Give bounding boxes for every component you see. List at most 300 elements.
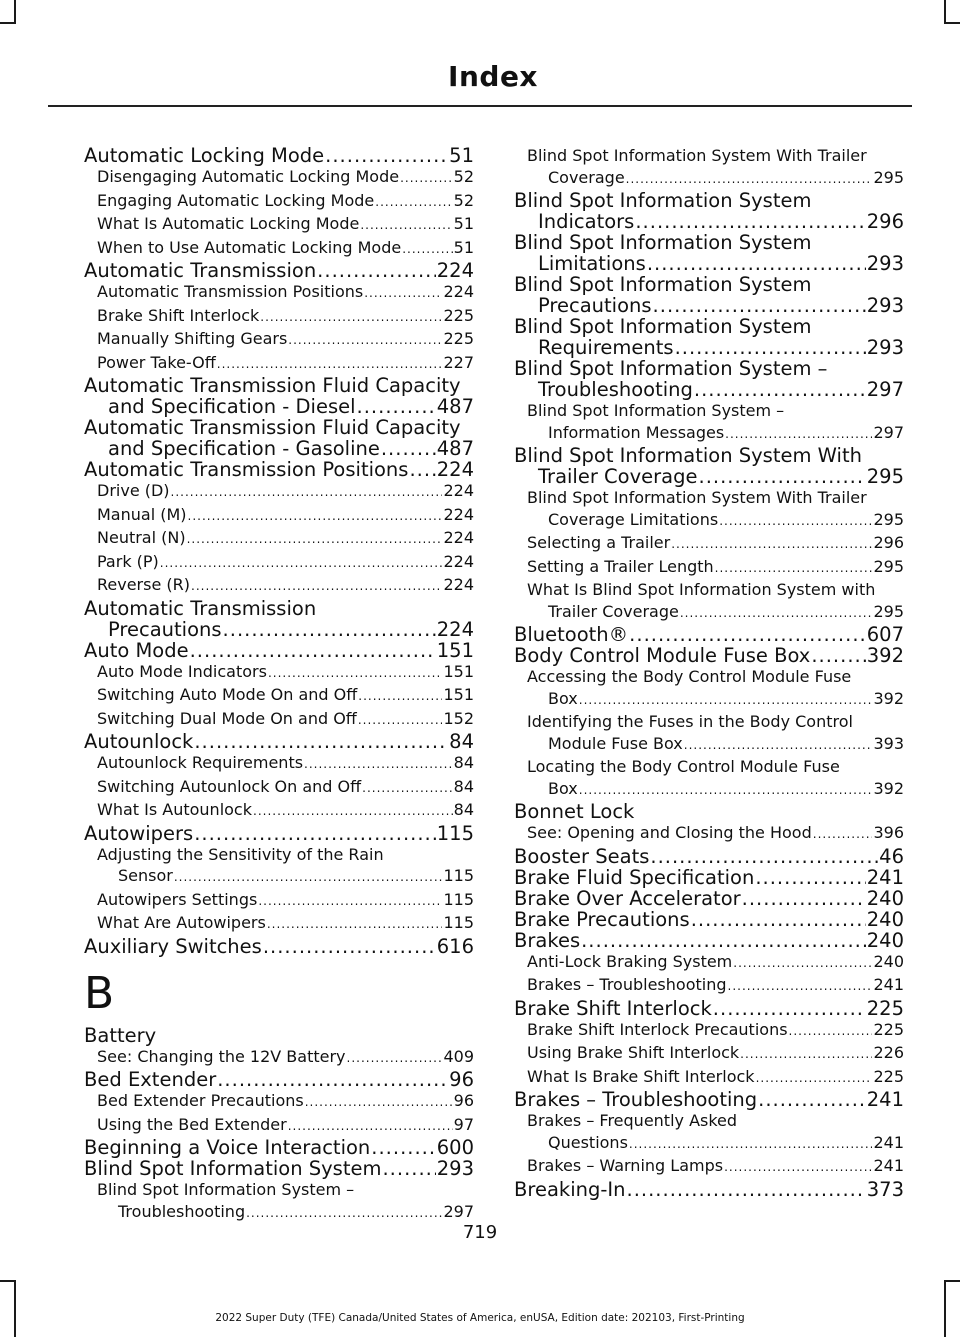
index-subentry[interactable]	[514, 711, 904, 733]
dot-leader	[719, 511, 872, 533]
dot-leader	[347, 1048, 443, 1070]
index-subentry[interactable]	[514, 1042, 904, 1066]
entry-page-number[interactable]: 296	[873, 533, 904, 552]
dot-leader	[174, 867, 443, 889]
entry-text: Brakes – Troubleshooting	[527, 975, 727, 994]
entry-text: Automatic Transmission	[84, 597, 317, 619]
index-subentry[interactable]	[84, 661, 474, 685]
index-subentry[interactable]	[514, 666, 904, 688]
entry-text: What Are Autowipers	[97, 913, 266, 932]
entry-text: Autowipers Settings	[97, 889, 258, 909]
index-entry[interactable]	[514, 211, 904, 232]
entry-page-number[interactable]: 616	[436, 935, 474, 957]
index-entry[interactable]	[514, 801, 904, 822]
entry-text: Locating the Body Control Module Fuse	[527, 757, 840, 776]
index-subentry[interactable]	[84, 1090, 474, 1114]
dot-leader	[217, 1069, 448, 1090]
entry-text: Automatic Transmission Positions	[84, 459, 409, 480]
dot-leader	[288, 330, 442, 352]
index-subentry[interactable]	[84, 1114, 474, 1138]
dot-leader	[187, 529, 443, 551]
entry-text: Power Take-Off	[97, 352, 216, 372]
entry-text: Coverage Limitations	[548, 509, 719, 529]
entry-page-number[interactable]: 152	[443, 708, 474, 728]
index-entry[interactable]	[84, 598, 474, 619]
entry-text: Blind Spot Information System –	[97, 1180, 355, 1199]
entry-page-number[interactable]: 84	[453, 753, 474, 772]
index-subentry[interactable]	[84, 574, 474, 598]
entry-page-number[interactable]: 241	[873, 975, 904, 994]
entry-page-number[interactable]: 241	[873, 1156, 904, 1175]
entry-page-number[interactable]: 600	[436, 1137, 474, 1158]
dot-leader	[260, 307, 442, 329]
dot-leader	[402, 239, 452, 261]
index-entry[interactable]	[514, 274, 904, 295]
entry-text: Using Brake Shift Interlock	[527, 1043, 740, 1062]
entry-page-number[interactable]: 115	[436, 822, 474, 844]
entry-page-number[interactable]: 241	[866, 866, 904, 888]
dot-leader	[358, 710, 443, 732]
entry-page-number[interactable]: 51	[449, 145, 474, 166]
entry-page-number[interactable]: 295	[873, 601, 904, 621]
dot-leader	[684, 735, 873, 757]
entry-text: Automatic Transmission Fluid Capacity	[84, 417, 461, 438]
entry-text: Battery	[84, 1024, 157, 1046]
entry-text: Blind Spot Information System With Trailer	[527, 488, 867, 507]
index-entry[interactable]	[84, 375, 474, 396]
crop-mark-top-right-h	[944, 22, 960, 24]
index-subentry[interactable]	[514, 556, 904, 580]
entry-page-number[interactable]: 240	[866, 887, 904, 909]
entry-page-number[interactable]: 151	[436, 639, 474, 661]
entry-page-number[interactable]: 224	[443, 282, 474, 301]
index-entry[interactable]	[84, 1158, 474, 1179]
entry-text: Reverse (R)	[97, 575, 190, 594]
entry-page-number[interactable]: 295	[866, 466, 904, 487]
index-subentry[interactable]	[84, 684, 474, 708]
entry-text: Switching Autounlock On and Off	[97, 776, 362, 796]
entry-text: What Is Autounlock	[97, 800, 252, 819]
entry-text: Automatic Transmission	[84, 260, 317, 281]
entry-page-number[interactable]: 293	[866, 295, 904, 316]
index-entry[interactable]	[84, 823, 474, 844]
index-subentry[interactable]	[514, 1132, 904, 1156]
dot-leader	[305, 1092, 453, 1114]
entry-text: Trailer Coverage	[548, 601, 679, 621]
entry-page-number[interactable]: 97	[453, 1114, 474, 1134]
entry-page-number[interactable]: 240	[873, 951, 904, 971]
index-subentry[interactable]	[514, 733, 904, 757]
index-subentry[interactable]	[84, 844, 474, 866]
entry-text: Autounlock Requirements	[97, 753, 304, 772]
dot-leader	[360, 215, 452, 237]
entry-page-number[interactable]: 297	[866, 379, 904, 400]
index-column-left	[84, 145, 474, 1224]
entry-text: Information Messages	[548, 422, 725, 442]
index-subentry[interactable]	[84, 213, 474, 237]
index-subentry[interactable]	[84, 352, 474, 376]
index-subentry[interactable]	[84, 305, 474, 329]
index-subentry[interactable]	[84, 799, 474, 823]
index-subentry[interactable]	[84, 708, 474, 732]
entry-text: Beginning a Voice Interaction	[84, 1137, 371, 1158]
entry-page-number[interactable]: 224	[443, 481, 474, 500]
entry-text: Blind Spot Information System With	[514, 445, 862, 466]
entry-text: Precautions	[108, 618, 222, 640]
entry-text: Requirements	[538, 337, 674, 358]
entry-text: Brakes – Frequently Asked	[527, 1111, 738, 1130]
entry-page-number[interactable]: 240	[866, 929, 904, 951]
dot-leader	[258, 891, 442, 913]
index-entry[interactable]	[514, 190, 904, 211]
dot-leader	[725, 424, 872, 446]
index-subentry[interactable]	[514, 1110, 904, 1132]
entry-text: Park (P)	[97, 551, 159, 571]
index-entry[interactable]	[84, 417, 474, 438]
entry-text: Blind Spot Information System –	[514, 358, 828, 379]
dot-leader	[647, 253, 866, 274]
entry-page-number[interactable]: 396	[873, 823, 904, 842]
index-subentry[interactable]	[514, 487, 904, 509]
dot-leader	[813, 824, 873, 846]
entry-text: Brakes	[514, 929, 581, 951]
entry-page-number[interactable]: 96	[449, 1069, 474, 1090]
entry-text: Automatic Locking Mode	[84, 145, 325, 166]
entry-page-number[interactable]: 297	[443, 1201, 474, 1221]
entry-text: Selecting a Trailer	[527, 533, 671, 552]
index-subentry[interactable]	[84, 237, 474, 261]
entry-page-number[interactable]: 224	[443, 504, 474, 524]
dot-leader	[650, 846, 878, 867]
dot-leader	[223, 619, 436, 640]
entry-text: Identifying the Fuses in the Body Control	[527, 712, 853, 731]
index-subentry[interactable]	[84, 166, 474, 190]
index-entry[interactable]	[84, 396, 474, 417]
index-entry[interactable]	[514, 867, 904, 888]
dot-leader	[626, 169, 873, 191]
index-subentry[interactable]	[514, 1019, 904, 1043]
index-subentry[interactable]	[84, 328, 474, 352]
entry-text: Brake Shift Interlock Precautions	[527, 1019, 788, 1039]
index-entry[interactable]	[514, 1089, 904, 1110]
index-subentry[interactable]	[514, 778, 904, 802]
index-entry[interactable]	[514, 379, 904, 400]
index-subentry[interactable]	[514, 951, 904, 975]
entry-page-number[interactable]: 487	[436, 438, 474, 459]
index-entry[interactable]	[514, 253, 904, 274]
index-subentry[interactable]	[514, 145, 904, 167]
entry-page-number[interactable]: 52	[453, 190, 474, 210]
dot-leader	[375, 192, 452, 214]
index-entry[interactable]	[84, 619, 474, 640]
index-subentry[interactable]	[84, 889, 474, 913]
dot-leader	[190, 640, 436, 661]
entry-text: Blind Spot Information System –	[527, 401, 785, 420]
entry-page-number[interactable]: 151	[443, 661, 474, 681]
dot-leader	[160, 553, 443, 575]
index-subentry[interactable]	[514, 822, 904, 846]
index-subentry[interactable]	[84, 912, 474, 936]
index-subentry[interactable]	[514, 688, 904, 712]
dot-leader	[362, 778, 452, 800]
index-entry[interactable]	[514, 624, 904, 645]
index-subentry[interactable]	[514, 579, 904, 601]
index-entry[interactable]	[84, 936, 474, 957]
dot-leader	[268, 663, 443, 685]
dot-leader	[188, 506, 443, 528]
entry-text: Auto Mode Indicators	[97, 661, 267, 681]
dot-leader	[629, 624, 866, 645]
dot-leader	[728, 976, 873, 998]
dot-leader	[691, 909, 866, 930]
index-subentry[interactable]	[84, 504, 474, 528]
index-entry[interactable]	[514, 232, 904, 253]
index-entry[interactable]	[514, 445, 904, 466]
dot-leader	[357, 396, 436, 417]
entry-page-number[interactable]: 295	[873, 509, 904, 529]
entry-page-number[interactable]: 295	[873, 556, 904, 576]
entry-page-number[interactable]: 240	[866, 908, 904, 930]
entry-page-number[interactable]: 225	[443, 329, 474, 348]
index-subentry[interactable]	[84, 1201, 474, 1225]
entry-text: Bluetooth®	[514, 624, 629, 645]
index-entry[interactable]	[84, 640, 474, 661]
index-subentry[interactable]	[514, 167, 904, 191]
entry-text: Brake Fluid Specification	[514, 866, 755, 888]
dot-leader	[191, 576, 442, 598]
index-entry[interactable]	[514, 998, 904, 1019]
index-subentry[interactable]	[84, 551, 474, 575]
index-entry[interactable]	[514, 909, 904, 930]
dot-leader	[581, 930, 866, 951]
entry-text: Drive (D)	[97, 481, 170, 500]
entry-page-number[interactable]: 392	[873, 778, 904, 798]
index-subentry[interactable]	[514, 756, 904, 778]
entry-text: Indicators	[538, 211, 635, 232]
entry-page-number[interactable]: 227	[443, 352, 474, 372]
index-entry[interactable]	[514, 316, 904, 337]
entry-text: What Is Blind Spot Information System with	[527, 580, 876, 599]
index-subentry[interactable]	[84, 480, 474, 504]
entry-text: What Is Automatic Locking Mode	[97, 214, 360, 233]
dot-leader	[758, 1089, 866, 1110]
dot-leader	[253, 801, 453, 823]
index-subentry[interactable]	[84, 1179, 474, 1201]
index-entry[interactable]	[514, 295, 904, 316]
entry-text: Limitations	[538, 253, 646, 274]
dot-leader	[699, 466, 866, 487]
entry-page-number[interactable]: 224	[436, 260, 474, 281]
index-subentry[interactable]	[514, 974, 904, 998]
index-subentry[interactable]	[84, 527, 474, 551]
index-subentry[interactable]	[84, 1046, 474, 1070]
index-entry[interactable]	[84, 145, 474, 166]
dot-leader	[715, 558, 873, 580]
entry-text: Troubleshooting	[538, 379, 693, 400]
entry-page-number[interactable]: 241	[866, 1089, 904, 1110]
entry-page-number[interactable]: 96	[453, 1091, 474, 1110]
entry-text: and Specification - Gasoline	[108, 438, 380, 459]
dot-leader	[171, 482, 443, 504]
entry-text: Blind Spot Information System With Trailer	[527, 146, 867, 165]
index-subentry[interactable]	[514, 400, 904, 422]
entry-text: Bed Extender Precautions	[97, 1091, 304, 1110]
index-subentry[interactable]	[84, 190, 474, 214]
entry-page-number[interactable]: 607	[866, 624, 904, 645]
dot-leader	[217, 354, 443, 376]
entry-page-number[interactable]: 224	[443, 528, 474, 547]
dot-leader	[694, 379, 866, 400]
entry-page-number[interactable]: 487	[436, 396, 474, 417]
entry-page-number[interactable]: 409	[443, 1046, 474, 1066]
entry-page-number[interactable]: 241	[873, 1132, 904, 1152]
entry-text: Brakes – Warning Lamps	[527, 1156, 724, 1175]
entry-text: Module Fuse Box	[548, 733, 683, 753]
entry-text: Brake Shift Interlock	[97, 305, 260, 325]
dot-leader	[627, 1179, 866, 1200]
entry-text: Blind Spot Information System	[514, 232, 812, 253]
entry-page-number[interactable]: 393	[873, 733, 904, 753]
entry-page-number[interactable]: 225	[873, 1019, 904, 1039]
index-subentry[interactable]	[514, 601, 904, 625]
entry-text: Engaging Automatic Locking Mode	[97, 190, 375, 210]
dot-leader	[756, 1068, 873, 1090]
index-subentry[interactable]	[514, 532, 904, 556]
index-subentry[interactable]	[84, 776, 474, 800]
index-subentry[interactable]	[514, 1066, 904, 1090]
entry-page-number[interactable]: 225	[866, 997, 904, 1019]
entry-page-number[interactable]: 293	[866, 337, 904, 358]
index-entry[interactable]	[514, 358, 904, 379]
index-subentry[interactable]	[84, 281, 474, 305]
entry-page-number[interactable]: 151	[443, 685, 474, 704]
index-entry[interactable]	[84, 260, 474, 281]
entry-text: Brakes – Troubleshooting	[514, 1089, 758, 1110]
entry-page-number[interactable]: 224	[443, 575, 474, 594]
entry-page-number[interactable]: 84	[449, 731, 474, 752]
entry-page-number[interactable]: 84	[453, 776, 474, 796]
dot-leader	[579, 780, 873, 802]
entry-text: Precautions	[538, 295, 652, 316]
dot-leader	[733, 953, 872, 975]
index-subentry[interactable]	[84, 865, 474, 889]
page-number: 719	[462, 1222, 498, 1243]
dot-leader	[579, 690, 873, 712]
index-entry[interactable]	[84, 459, 474, 480]
entry-text: Bed Extender	[84, 1069, 217, 1090]
dot-leader	[740, 1044, 872, 1066]
entry-text: Manual (M)	[97, 504, 187, 524]
index-subentry[interactable]	[514, 422, 904, 446]
entry-page-number[interactable]: 226	[873, 1043, 904, 1062]
entry-text: Brake Precautions	[514, 908, 690, 930]
entry-text: See: Opening and Closing the Hood	[527, 823, 812, 842]
entry-page-number[interactable]: 297	[873, 422, 904, 442]
crop-mark-top-right	[944, 0, 946, 22]
dot-leader	[371, 1137, 435, 1158]
index-entry[interactable]	[84, 731, 474, 752]
dot-leader	[713, 998, 866, 1019]
index-entry[interactable]	[514, 337, 904, 358]
crop-mark-top-left-h	[0, 22, 16, 24]
page-title: Index	[448, 60, 538, 93]
entry-page-number[interactable]: 392	[866, 645, 904, 666]
index-subentry[interactable]	[514, 1155, 904, 1179]
dot-leader	[671, 534, 872, 556]
entry-text: Adjusting the Sensitivity of the Rain	[97, 844, 384, 864]
index-entry[interactable]	[514, 1179, 904, 1200]
entry-text: Breaking-In	[514, 1178, 626, 1200]
index-entry[interactable]	[514, 888, 904, 909]
entry-page-number[interactable]: 293	[866, 253, 904, 274]
index-entry[interactable]	[514, 930, 904, 951]
entry-text: See: Changing the 12V Battery	[97, 1046, 346, 1066]
index-entry[interactable]	[84, 438, 474, 459]
entry-page-number[interactable]: 296	[866, 211, 904, 232]
entry-text: Accessing the Body Control Module Fuse	[527, 667, 852, 686]
entry-page-number[interactable]: 84	[453, 800, 474, 819]
dot-leader	[409, 459, 435, 480]
dot-leader	[653, 295, 866, 316]
index-entry[interactable]	[84, 1137, 474, 1158]
entry-page-number[interactable]: 225	[443, 305, 474, 325]
dot-leader	[742, 888, 866, 909]
entry-page-number[interactable]: 115	[443, 866, 474, 885]
dot-leader	[288, 1116, 453, 1138]
entry-page-number[interactable]: 224	[436, 618, 474, 640]
entry-text: What Is Brake Shift Interlock	[527, 1066, 755, 1086]
index-entry[interactable]	[514, 645, 904, 666]
entry-text: Switching Auto Mode On and Off	[97, 685, 358, 704]
dot-leader	[267, 914, 443, 936]
dot-leader	[675, 337, 866, 358]
index-entry[interactable]	[84, 1025, 474, 1046]
dot-leader	[317, 260, 436, 281]
dot-leader	[635, 211, 865, 232]
entry-page-number[interactable]: 52	[453, 167, 474, 186]
entry-page-number[interactable]: 293	[436, 1158, 474, 1179]
entry-page-number[interactable]: 392	[873, 688, 904, 708]
index-entry[interactable]	[514, 466, 904, 487]
entry-page-number[interactable]: 115	[443, 913, 474, 932]
entry-text: Bonnet Lock	[514, 801, 635, 822]
index-subentry[interactable]	[84, 752, 474, 776]
entry-page-number[interactable]: 225	[873, 1066, 904, 1086]
dot-leader	[263, 936, 436, 957]
entry-page-number[interactable]: 224	[443, 551, 474, 571]
entry-text: Auxiliary Switches	[84, 935, 262, 957]
entry-text: Trailer Coverage	[538, 466, 698, 487]
entry-page-number[interactable]: 295	[873, 167, 904, 187]
entry-page-number[interactable]: 46	[879, 845, 904, 867]
entry-page-number[interactable]: 224	[436, 459, 474, 480]
entry-text: Automatic Transmission Fluid Capacity	[84, 375, 461, 396]
dot-leader	[246, 1203, 442, 1225]
entry-text: Autounlock	[84, 731, 194, 752]
index-entry[interactable]	[84, 1069, 474, 1090]
dot-leader	[194, 731, 448, 752]
footer-text: 2022 Super Duty (TFE) Canada/United States of America, enUSA, Edition date: 202103, First-Printing	[215, 1312, 745, 1324]
index-subentry[interactable]	[514, 509, 904, 533]
entry-page-number[interactable]: 51	[453, 214, 474, 233]
index-entry[interactable]	[514, 846, 904, 867]
dot-leader	[381, 438, 436, 459]
entry-page-number[interactable]: 373	[866, 1178, 904, 1200]
entry-text: Disengaging Automatic Locking Mode	[97, 167, 400, 186]
entry-page-number[interactable]: 115	[443, 889, 474, 909]
section-letter: B	[84, 967, 115, 1019]
entry-page-number[interactable]: 51	[453, 237, 474, 257]
